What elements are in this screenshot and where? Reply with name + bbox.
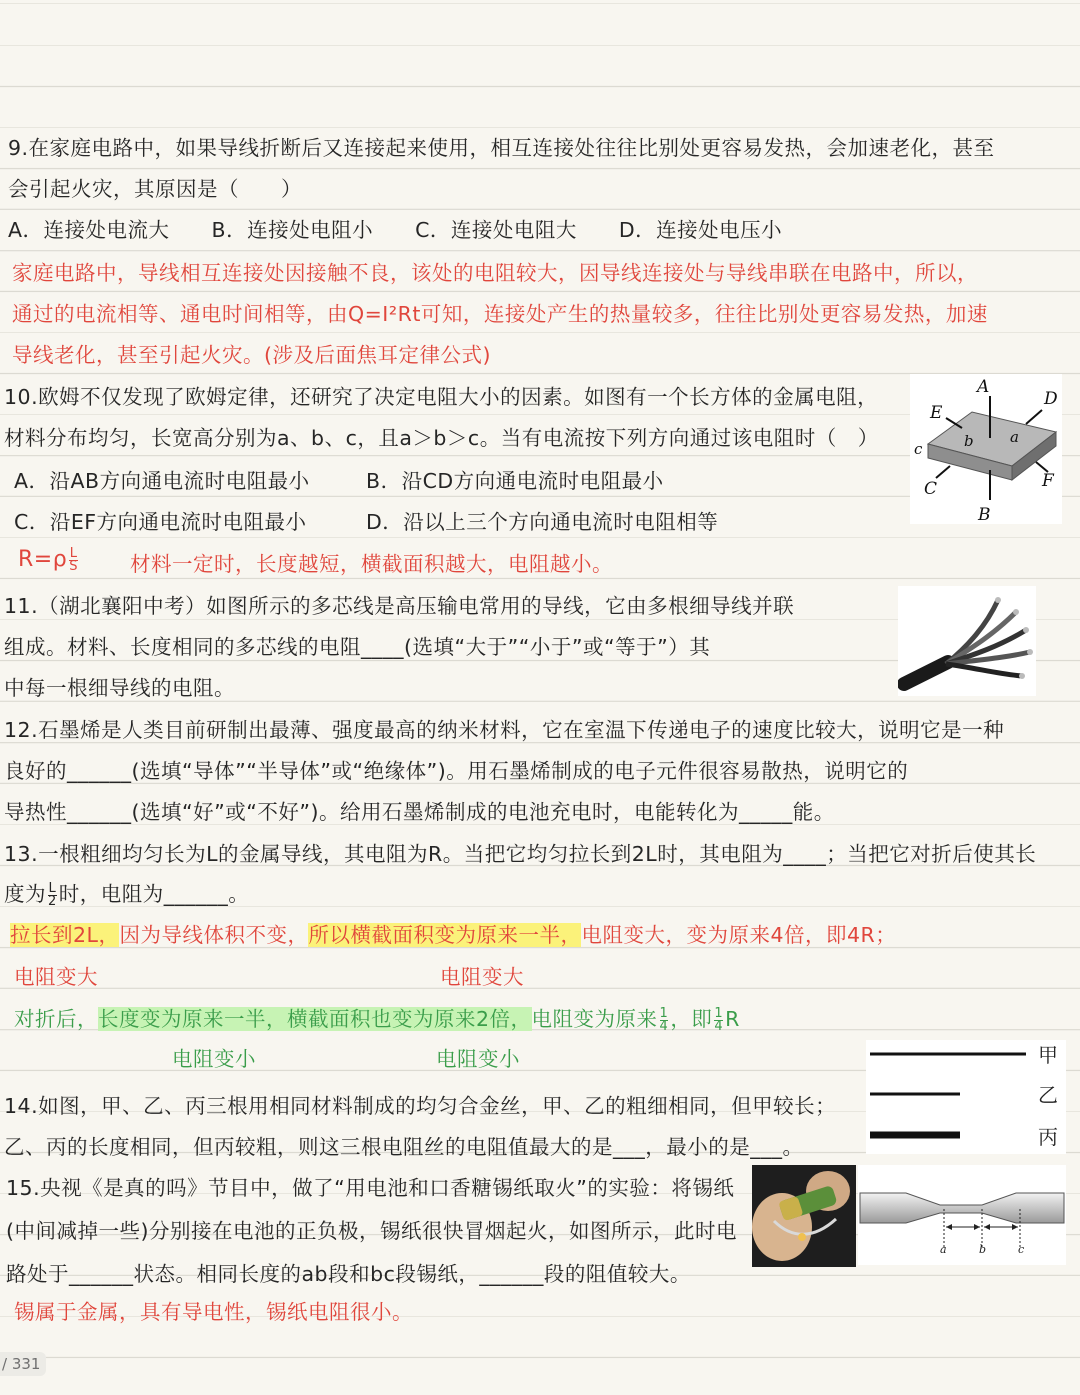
- q13-note3-f: R: [725, 1007, 740, 1031]
- q12-line2: 良好的______(选填“导体”“半导体”或“绝缘体”)。用石墨烯制成的电子元件很容易散热，说明它的: [4, 759, 909, 783]
- label-c: c: [914, 440, 923, 458]
- formula-fraction: [69, 545, 78, 574]
- q10-formula: [18, 546, 80, 574]
- label-B: B: [978, 505, 991, 524]
- q10-option-b: B．沿CD方向通电流时电阻最小: [366, 469, 664, 493]
- label-b: b: [979, 1243, 987, 1256]
- q13-note1-b: 因为导线体积不变，: [119, 923, 309, 947]
- q13-note1-d: 电阻变大，变为原来4倍，即4R；: [581, 923, 897, 947]
- q13-note3-e: ，即: [670, 1007, 713, 1031]
- frac-num: L: [48, 880, 57, 896]
- q13-note3-c: 横截面积也变为原来2倍，: [287, 1007, 532, 1031]
- frac-num: 1: [714, 1005, 724, 1021]
- battery-photo-illustration: [752, 1165, 856, 1267]
- q13-quarter-fraction-2: [714, 1005, 724, 1034]
- foil-diagram: [858, 1165, 1066, 1265]
- q14-line1: 14.如图，甲、乙、丙三根用相同材料制成的均匀合金丝，甲、乙的粗细相同，但甲较长；: [4, 1094, 837, 1118]
- label-c: c: [1018, 1243, 1025, 1256]
- label-F: F: [1042, 471, 1054, 491]
- q9-line2: 会引起火灾，其原因是（ ）: [8, 177, 302, 201]
- cuboid-diagram: [910, 374, 1062, 524]
- q13-note4a: 电阻变小: [172, 1047, 256, 1071]
- q13-note2a: 电阻变大: [14, 965, 98, 989]
- q15-note: 锡属于金属，具有导电性，锡纸电阻很小。: [14, 1300, 413, 1324]
- q13-note3-a: 对折后，: [14, 1007, 98, 1031]
- page-counter: / 331: [0, 1352, 46, 1376]
- frac-den: 4: [659, 1018, 669, 1034]
- frac-num: 1: [659, 1005, 669, 1021]
- q10-cuboid-figure: [910, 374, 1062, 524]
- label-bing: 丙: [1038, 1125, 1058, 1149]
- q14-line2: 乙、丙的长度相同，但丙较粗，则这三根电阻丝的电阻值最大的是___，最小的是___。: [4, 1135, 804, 1159]
- q14-wires-figure: [866, 1040, 1066, 1154]
- q9-note1: 家庭电路中，导线相互连接处因接触不良，该处的电阻较大，因导线连接处与导线串联在电路中，所以，: [12, 261, 978, 285]
- q11-line1: 11.（湖北襄阳中考）如图所示的多芯线是高压输电常用的导线，它由多根细导线并联: [4, 594, 795, 618]
- q9-note3: 导线老化，甚至引起火灾。(涉及后面焦耳定律公式): [12, 343, 491, 367]
- q13-note3-b: 长度变为原来一半，: [98, 1007, 287, 1031]
- q9-line1: 9.在家庭电路中，如果导线折断后又连接起来使用，相互连接处往往比别处更容易发热，会加速老化，甚至: [8, 136, 995, 160]
- q10-line2: 材料分布均匀，长宽高分别为a、b、c，且a＞b＞c。当有电流按下列方向通过该电阻时（ ）: [4, 426, 879, 450]
- q13-line2: [4, 880, 249, 908]
- q15-line1: 15.央视《是真的吗》节目中，做了“用电池和口香糖锡纸取火”的实验：将锡纸: [6, 1176, 735, 1200]
- label-E: E: [930, 403, 943, 423]
- wires-diagram: [866, 1040, 1066, 1154]
- formula-den: S: [69, 558, 78, 574]
- q11-line2: 组成。材料、长度相同的多芯线的电阻____(选填“大于”“小于”或“等于”）其: [4, 635, 711, 659]
- q12-line1: 12.石墨烯是人类目前研制出最薄、强度最高的纳米材料，它在室温下传递电子的速度比较大，说明它是一种: [4, 718, 1005, 742]
- q11-wire-figure: [898, 586, 1036, 696]
- frac-den: 4: [714, 1018, 724, 1034]
- q13-note3: [14, 1005, 740, 1033]
- formula-lhs: R=ρ: [18, 547, 68, 572]
- label-D: D: [1044, 389, 1058, 409]
- label-jia: 甲: [1038, 1043, 1058, 1067]
- multicore-wire-diagram: [898, 586, 1036, 696]
- q10-option-c: C．沿EF方向通电流时电阻最小: [14, 510, 307, 534]
- q13-note1: [10, 921, 896, 949]
- q13-note1-c: 所以横截面积变为原来一半，: [308, 923, 582, 947]
- label-a: a: [1010, 428, 1019, 446]
- q13-line1: 13.一根粗细均匀长为L的金属导线，其电阻为R。当把它均匀拉长到2L时，其电阻为____；当把它对折后使其长: [4, 842, 1037, 866]
- q9-note2: 通过的电流相等、通电时间相等，由Q=I²Rt可知，连接处产生的热量较多，往往比别处更容易发热，加速: [12, 302, 988, 326]
- q10-note: 材料一定时，长度越短，横截面积越大，电阻越小。: [130, 552, 613, 576]
- label-A: A: [977, 377, 990, 397]
- q15-foil-figure: [858, 1165, 1066, 1265]
- frac-den: 2: [48, 893, 57, 909]
- q13-quarter-fraction: [659, 1005, 669, 1034]
- q13-half-fraction: [48, 880, 57, 909]
- q13-note1-a: 拉长到2L，: [10, 923, 120, 947]
- q13-note3-d: 电阻变为原来: [531, 1007, 658, 1031]
- q13-note2b: 电阻变大: [440, 965, 524, 989]
- q13-line2-start: 度为: [4, 882, 46, 906]
- q15-battery-photo: [752, 1165, 856, 1267]
- q10-line1: 10.欧姆不仅发现了欧姆定律，还研究了决定电阻大小的因素。如图有一个长方体的金属电阻，: [4, 385, 879, 409]
- q15-line3: 路处于______状态。相同长度的ab段和bc段锡纸，______段的阻值较大。: [6, 1262, 691, 1286]
- label-C: C: [924, 479, 938, 499]
- q13-line2-end: 时，电阻为______。: [58, 882, 250, 906]
- label-yi: 乙: [1038, 1083, 1058, 1107]
- label-a: a: [940, 1243, 947, 1256]
- label-b: b: [964, 432, 974, 450]
- q15-line2: (中间减掉一些)分别接在电池的正负极，锡纸很快冒烟起火，如图所示，此时电: [6, 1219, 737, 1243]
- q13-note4b: 电阻变小: [436, 1047, 520, 1071]
- q10-option-a: A．沿AB方向通电流时电阻最小: [14, 469, 310, 493]
- q11-line3: 中每一根细导线的电阻。: [4, 676, 235, 700]
- formula-num: L: [69, 545, 78, 561]
- q9-options: A．连接处电流大 B．连接处电阻小 C．连接处电阻大 D．连接处电压小: [8, 218, 783, 242]
- q12-line3: 导热性______(选填“好”或“不好”)。给用石墨烯制成的电池充电时，电能转化为_____能。: [4, 800, 835, 824]
- q10-option-d: D．沿以上三个方向通电流时电阻相等: [366, 510, 719, 534]
